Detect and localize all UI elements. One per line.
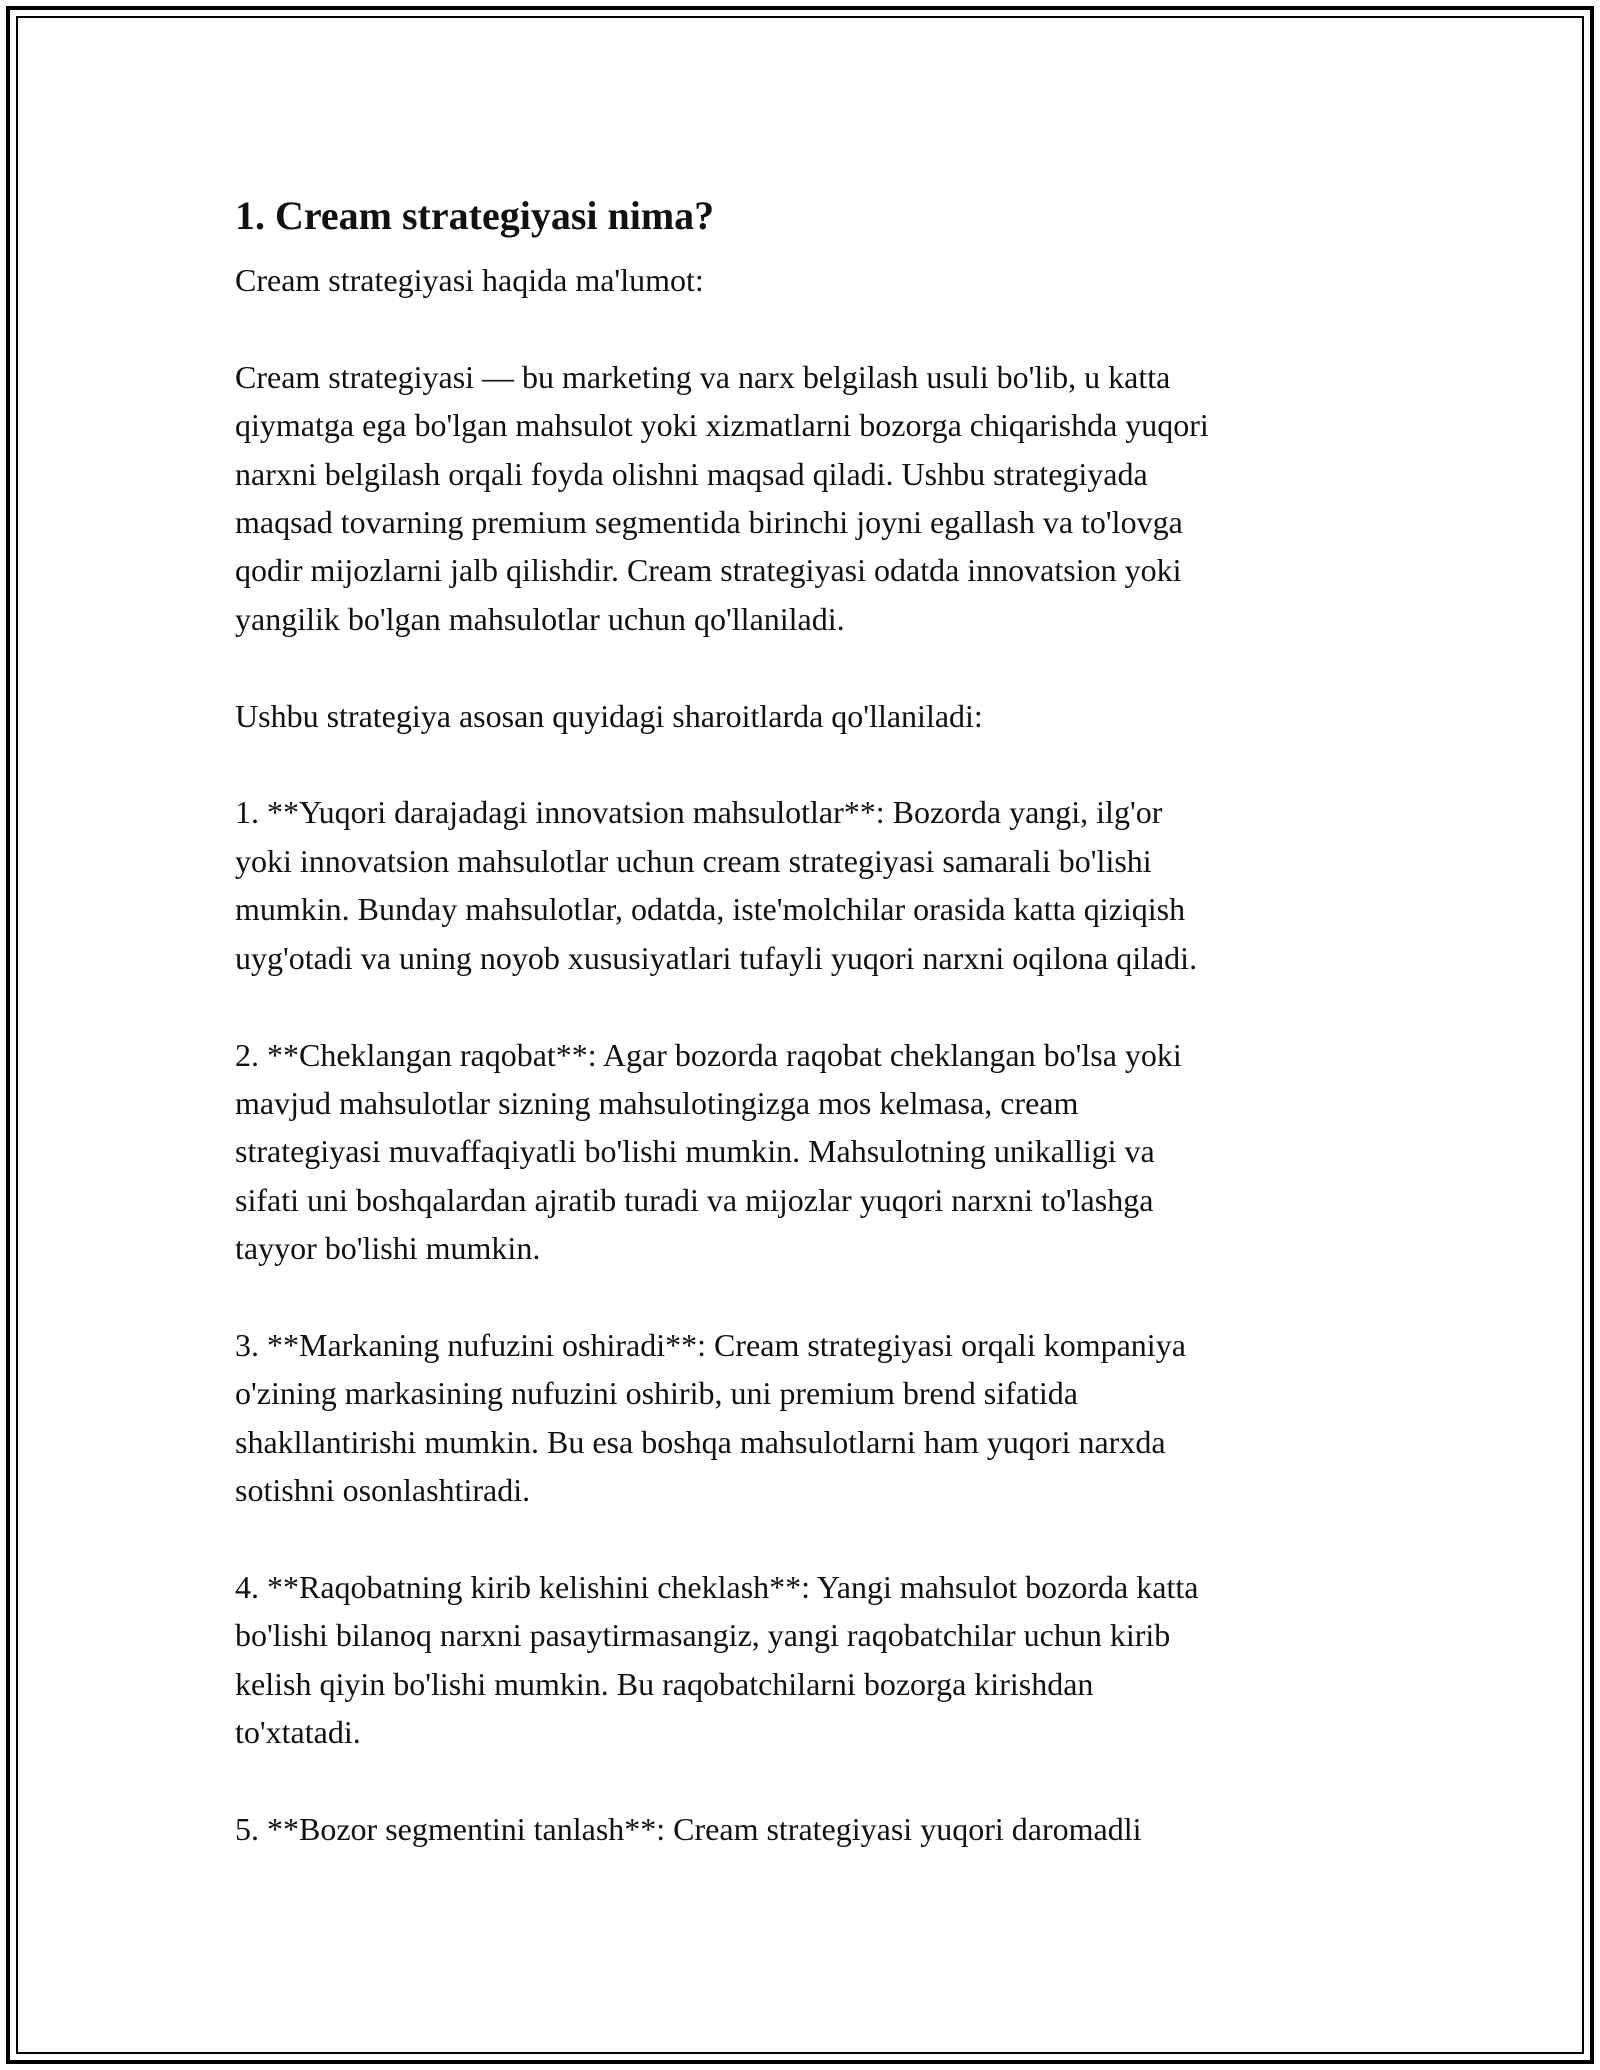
text-line: yoki innovatsion mahsulotlar uchun cream strategiyasi samarali bo'lishi bbox=[235, 842, 1152, 879]
text-line: 4. **Raqobatning kirib kelishini cheklash**: Yangi mahsulot bozorda katta bbox=[235, 1568, 1199, 1605]
text-line: 5. **Bozor segmentini tanlash**: Cream strategiyasi yuqori daromadli bbox=[235, 1811, 1142, 1847]
blank-line bbox=[235, 1757, 1365, 1805]
text-line: uyg'otadi va uning noyob xususiyatlari tufayli yuqori narxni oqilona qiladi. bbox=[235, 939, 1198, 976]
text-line: Cream strategiyasi — bu marketing va narx belgilash usuli bo'lib, u katta bbox=[235, 358, 1171, 395]
text-line: Ushbu strategiya asosan quyidagi sharoitlarda qo'llaniladi: bbox=[235, 697, 983, 734]
text-line: 2. **Cheklangan raqobat**: Agar bozorda raqobat cheklangan bo'lsa yoki bbox=[235, 1036, 1182, 1073]
text-line: mavjud mahsulotlar sizning mahsulotingizga mos kelmasa, cream bbox=[235, 1084, 1079, 1121]
text-line: 1. **Yuqori darajadagi innovatsion mahsulotlar**: Bozorda yangi, ilg'or bbox=[235, 794, 1163, 831]
text-line: mumkin. Bunday mahsulotlar, odatda, iste'molchilar orasida katta qiziqish bbox=[235, 891, 1186, 928]
blank-line bbox=[235, 1273, 1365, 1321]
blank-line bbox=[235, 1515, 1365, 1563]
document-title: 1. Cream strategiyasi nima? bbox=[235, 193, 715, 238]
text-line: sifati uni boshqalardan ajratib turadi va mijozlar yuqori narxni to'lashga bbox=[235, 1181, 1154, 1218]
text-line: narxni belgilash orqali foyda olishni maqsad qiladi. Ushbu strategiyada bbox=[235, 455, 1148, 492]
text-line: strategiyasi muvaffaqiyatli bo'lishi mumkin. Mahsulotning unikalligi va bbox=[235, 1133, 1155, 1170]
text-line: yangilik bo'lgan mahsulotlar uchun qo'llaniladi. bbox=[235, 600, 845, 637]
document-body bbox=[235, 180, 1365, 1853]
text-line: sotishni osonlashtiradi. bbox=[235, 1472, 531, 1509]
text-line: bo'lishi bilanoq narxni pasaytirmasangiz, yangi raqobatchilar uchun kirib bbox=[235, 1617, 1171, 1654]
text-line: qodir mijozlarni jalb qilishdir. Cream strategiyasi odatda innovatsion yoki bbox=[235, 552, 1182, 589]
blank-line bbox=[235, 304, 1365, 352]
text-line: shakllantirishi mumkin. Bu esa boshqa mahsulotlarni ham yuqori narxda bbox=[235, 1423, 1166, 1460]
document-text bbox=[235, 256, 1365, 1853]
blank-line bbox=[235, 643, 1365, 691]
text-line: maqsad tovarning premium segmentida birinchi joyni egallash va to'lovga bbox=[235, 504, 1183, 541]
text-line: 3. **Markaning nufuzini oshiradi**: Cream strategiyasi orqali kompaniya bbox=[235, 1326, 1186, 1363]
text-line: kelish qiyin bo'lishi mumkin. Bu raqobatchilarni bozorga kirishdan bbox=[235, 1665, 1094, 1702]
text-line: to'xtatadi. bbox=[235, 1714, 361, 1751]
text-line: o'zining markasining nufuzini oshirib, uni premium brend sifatida bbox=[235, 1375, 1078, 1412]
text-line: qiymatga ega bo'lgan mahsulot yoki xizmatlarni bozorga chiqarishda yuqori bbox=[235, 407, 1209, 444]
blank-line bbox=[235, 982, 1365, 1030]
text-line: tayyor bo'lishi mumkin. bbox=[235, 1230, 541, 1267]
blank-line bbox=[235, 740, 1365, 788]
text-line: Cream strategiyasi haqida ma'lumot: bbox=[235, 262, 704, 298]
